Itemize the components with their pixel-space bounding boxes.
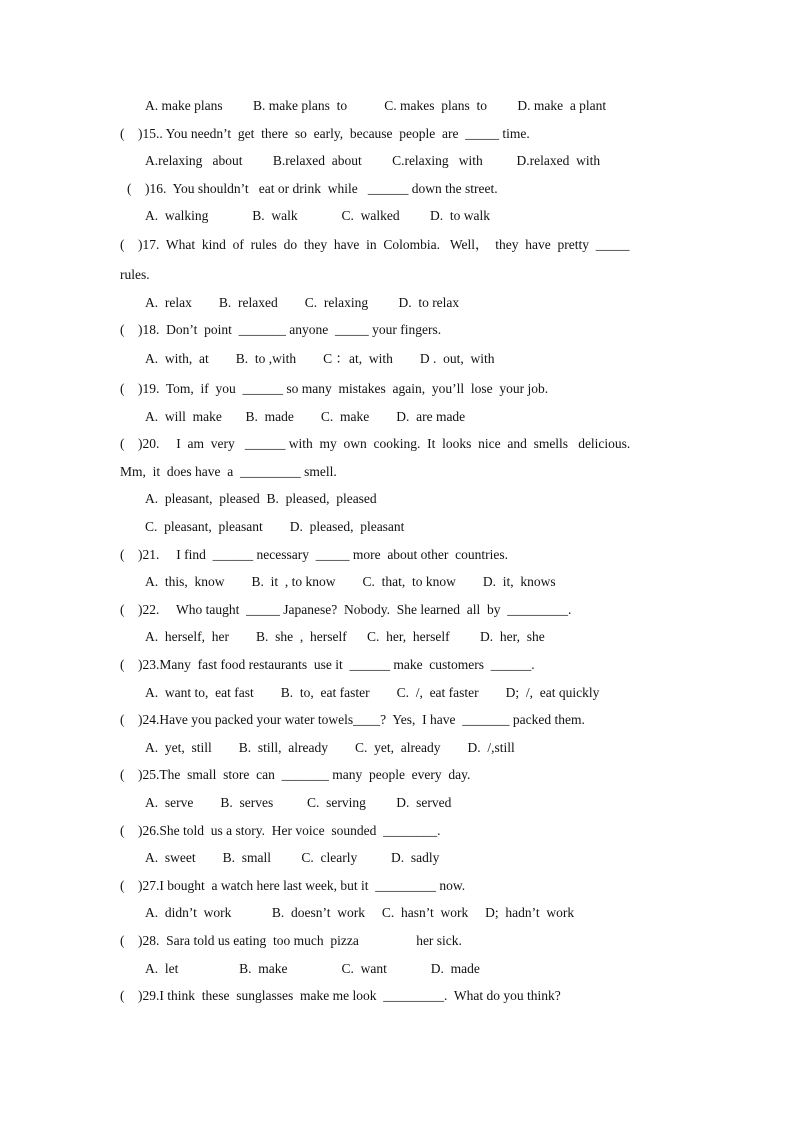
- q25-question: ( )25.The small store can _______ many people every day.: [120, 767, 471, 782]
- q27-options: A. didn’t work B. doesn’t work C. hasn’t work D; hadn’t work: [145, 905, 575, 920]
- q16-question: ( )16. You shouldn’t eat or drink while ______ down the street.: [127, 181, 498, 196]
- q25-options: A. serve B. serves C. serving D. served: [145, 795, 452, 810]
- q23-options: A. want to, eat fast B. to, eat faster C. /, eat faster D; /, eat quickly: [145, 685, 600, 700]
- q21-question: ( )21. I find ______ necessary _____ more about other countries.: [120, 547, 509, 562]
- q22-options: A. herself, her B. she , herself C. her, herself D. her, she: [145, 629, 545, 644]
- q16-options: A. walking B. walk C. walked D. to walk: [145, 208, 490, 223]
- q24-options: A. yet, still B. still, already C. yet, already D. /,still: [145, 740, 515, 755]
- q18-question: ( )18. Don’t point _______ anyone _____ your fingers.: [120, 322, 442, 337]
- q15-question: ( )15.. You needn’t get there so early, because people are _____ time.: [120, 126, 530, 141]
- q19-options: A. will make B. made C. make D. are made: [145, 409, 466, 424]
- q24-question: ( )24.Have you packed your water towels____? Yes, I have _______ packed them.: [120, 712, 585, 727]
- q20-question: ( )20. I am very ______ with my own cooking. It looks nice and smells delicious.: [120, 436, 631, 451]
- q26-options: A. sweet B. small C. clearly D. sadly: [145, 850, 440, 865]
- q28-options: A. let B. make C. want D. made: [145, 961, 480, 976]
- q17-question: ( )17. What kind of rules do they have in Colombia. Well， they have pretty _____: [120, 237, 630, 252]
- q21-options: A. this, know B. it , to know C. that, to know D. it, knows: [145, 574, 556, 589]
- q29-question: ( )29.I think these sunglasses make me look _________. What do you think?: [120, 988, 561, 1003]
- q19-question: ( )19. Tom, if you ______ so many mistakes again, you’ll lose your job.: [120, 381, 549, 396]
- q15-options: A.relaxing about B.relaxed about C.relaxing with D.relaxed with: [145, 153, 601, 168]
- q26-question: ( )26.She told us a story. Her voice sounded ________.: [120, 823, 441, 838]
- q28-question: ( )28. Sara told us eating too much pizza her sick.: [120, 933, 462, 948]
- q22-question: ( )22. Who taught _____ Japanese? Nobody. She learned all by _________.: [120, 602, 572, 617]
- q20-question-cont: Mm, it does have a _________ smell.: [120, 464, 337, 479]
- q20-options-row2: C. pleasant, pleasant D. pleased, pleasant: [145, 519, 405, 534]
- q18-options: A. with, at B. to ,with C ：at, with D . out, with: [145, 351, 495, 366]
- q27-question: ( )27.I bought a watch here last week, but it _________ now.: [120, 878, 466, 893]
- q17-question-cont: rules.: [120, 267, 150, 282]
- q20-options-row1: A. pleasant, pleased B. pleased, pleased: [145, 491, 377, 506]
- q23-question: ( )23.Many fast food restaurants use it ______ make customers ______.: [120, 657, 535, 672]
- q14-options: A. make plans B. make plans to C. makes plans to D. make a plant: [145, 98, 607, 113]
- q17-options: A. relax B. relaxed C. relaxing D. to relax: [145, 295, 460, 310]
